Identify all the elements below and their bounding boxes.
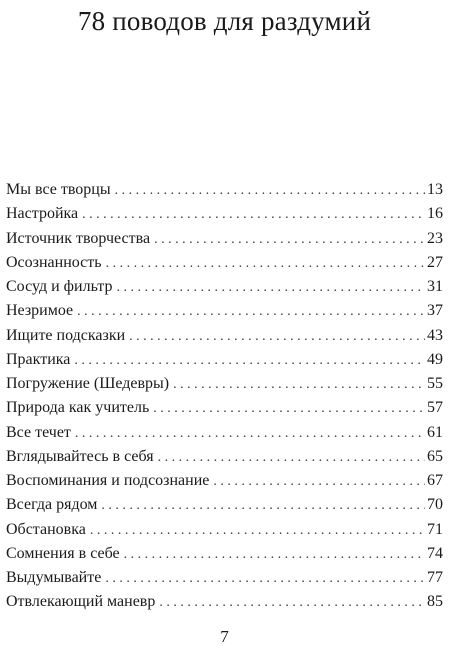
toc-leader-dots bbox=[105, 567, 425, 591]
toc-entry-page: 16 bbox=[427, 205, 443, 223]
toc-entry-title: Вглядывайтесь в себя bbox=[6, 447, 154, 465]
toc-entry-page: 31 bbox=[427, 278, 443, 295]
table-of-contents bbox=[6, 178, 443, 615]
toc-leader-dots bbox=[213, 470, 425, 494]
toc-leader-dots bbox=[101, 494, 425, 518]
toc-entry bbox=[6, 493, 443, 517]
toc-entry-title: Обстановка bbox=[6, 520, 86, 538]
toc-leader-dots bbox=[82, 203, 425, 227]
toc-entry-page: 37 bbox=[427, 302, 443, 320]
toc-entry-title: Настройка bbox=[6, 205, 79, 223]
toc-entry-title: Мы все творцы bbox=[6, 181, 111, 198]
toc-entry-title: Воспоминания и подсознание bbox=[6, 472, 210, 489]
toc-entry bbox=[6, 590, 443, 614]
toc-entry bbox=[6, 324, 443, 348]
toc-entry-title: Практика bbox=[6, 350, 71, 368]
toc-entry-page: 13 bbox=[427, 181, 443, 198]
toc-entry-title: Ищите подсказки bbox=[6, 326, 126, 344]
toc-leader-dots bbox=[74, 349, 425, 373]
toc-entry-page: 71 bbox=[427, 520, 443, 538]
toc-entry bbox=[6, 542, 443, 566]
toc-entry-title: Незримое bbox=[6, 302, 74, 320]
toc-entry bbox=[6, 202, 443, 226]
toc-entry-title: Источник творчества bbox=[6, 229, 151, 247]
toc-entry-page: 65 bbox=[427, 447, 443, 465]
toc-entry-page: 55 bbox=[427, 375, 443, 392]
toc-entry bbox=[6, 469, 443, 493]
toc-leader-dots bbox=[90, 519, 425, 543]
toc-entry-page: 77 bbox=[427, 569, 443, 586]
toc-entry-title: Отвлекающий маневр bbox=[6, 593, 156, 611]
toc-leader-dots bbox=[158, 446, 425, 470]
page-title: 78 поводов для раздумий bbox=[77, 6, 372, 36]
toc-entry bbox=[6, 445, 443, 469]
toc-entry-page: 57 bbox=[427, 399, 443, 417]
toc-entry-page: 61 bbox=[427, 423, 443, 441]
toc-entry-page: 49 bbox=[427, 350, 443, 368]
toc-leader-dots bbox=[116, 276, 425, 300]
toc-entry-title: Природа как учитель bbox=[6, 399, 150, 417]
toc-leader-dots bbox=[124, 543, 425, 567]
toc-entry bbox=[6, 275, 443, 299]
toc-leader-dots bbox=[154, 228, 425, 252]
toc-entry-page: 70 bbox=[427, 496, 443, 514]
page-number: 7 bbox=[220, 627, 229, 646]
toc-entry bbox=[6, 299, 443, 323]
toc-leader-dots bbox=[159, 591, 425, 615]
toc-entry-page: 85 bbox=[427, 593, 443, 611]
toc-entry bbox=[6, 227, 443, 251]
toc-entry bbox=[6, 518, 443, 542]
toc-entry bbox=[6, 178, 443, 202]
toc-entry-page: 74 bbox=[427, 544, 443, 562]
toc-entry bbox=[6, 348, 443, 372]
toc-entry-title: Осознанность bbox=[6, 253, 102, 271]
toc-entry-page: 67 bbox=[427, 472, 443, 489]
toc-leader-dots bbox=[106, 252, 425, 276]
toc-entry-title: Погружение (Шедевры) bbox=[6, 375, 170, 392]
toc-leader-dots bbox=[75, 422, 425, 446]
toc-entry-title: Всегда рядом bbox=[6, 496, 98, 514]
toc-entry-page: 23 bbox=[427, 229, 443, 247]
toc-entry-title: Выдумывайте bbox=[6, 569, 102, 586]
toc-leader-dots bbox=[153, 397, 425, 421]
toc-leader-dots bbox=[173, 373, 425, 397]
toc-entry bbox=[6, 566, 443, 590]
toc-entry bbox=[6, 251, 443, 275]
toc-entry-page: 43 bbox=[427, 326, 443, 344]
toc-entry-title: Сосуд и фильтр bbox=[6, 278, 113, 295]
toc-entry-title: Сомнения в себе bbox=[6, 544, 120, 562]
toc-leader-dots bbox=[77, 300, 425, 324]
toc-leader-dots bbox=[129, 325, 425, 349]
toc-entry bbox=[6, 421, 443, 445]
toc-entry-page: 27 bbox=[427, 253, 443, 271]
toc-entry bbox=[6, 396, 443, 420]
toc-entry bbox=[6, 372, 443, 396]
toc-entry-title: Все течет bbox=[6, 423, 71, 441]
toc-leader-dots bbox=[115, 179, 425, 203]
